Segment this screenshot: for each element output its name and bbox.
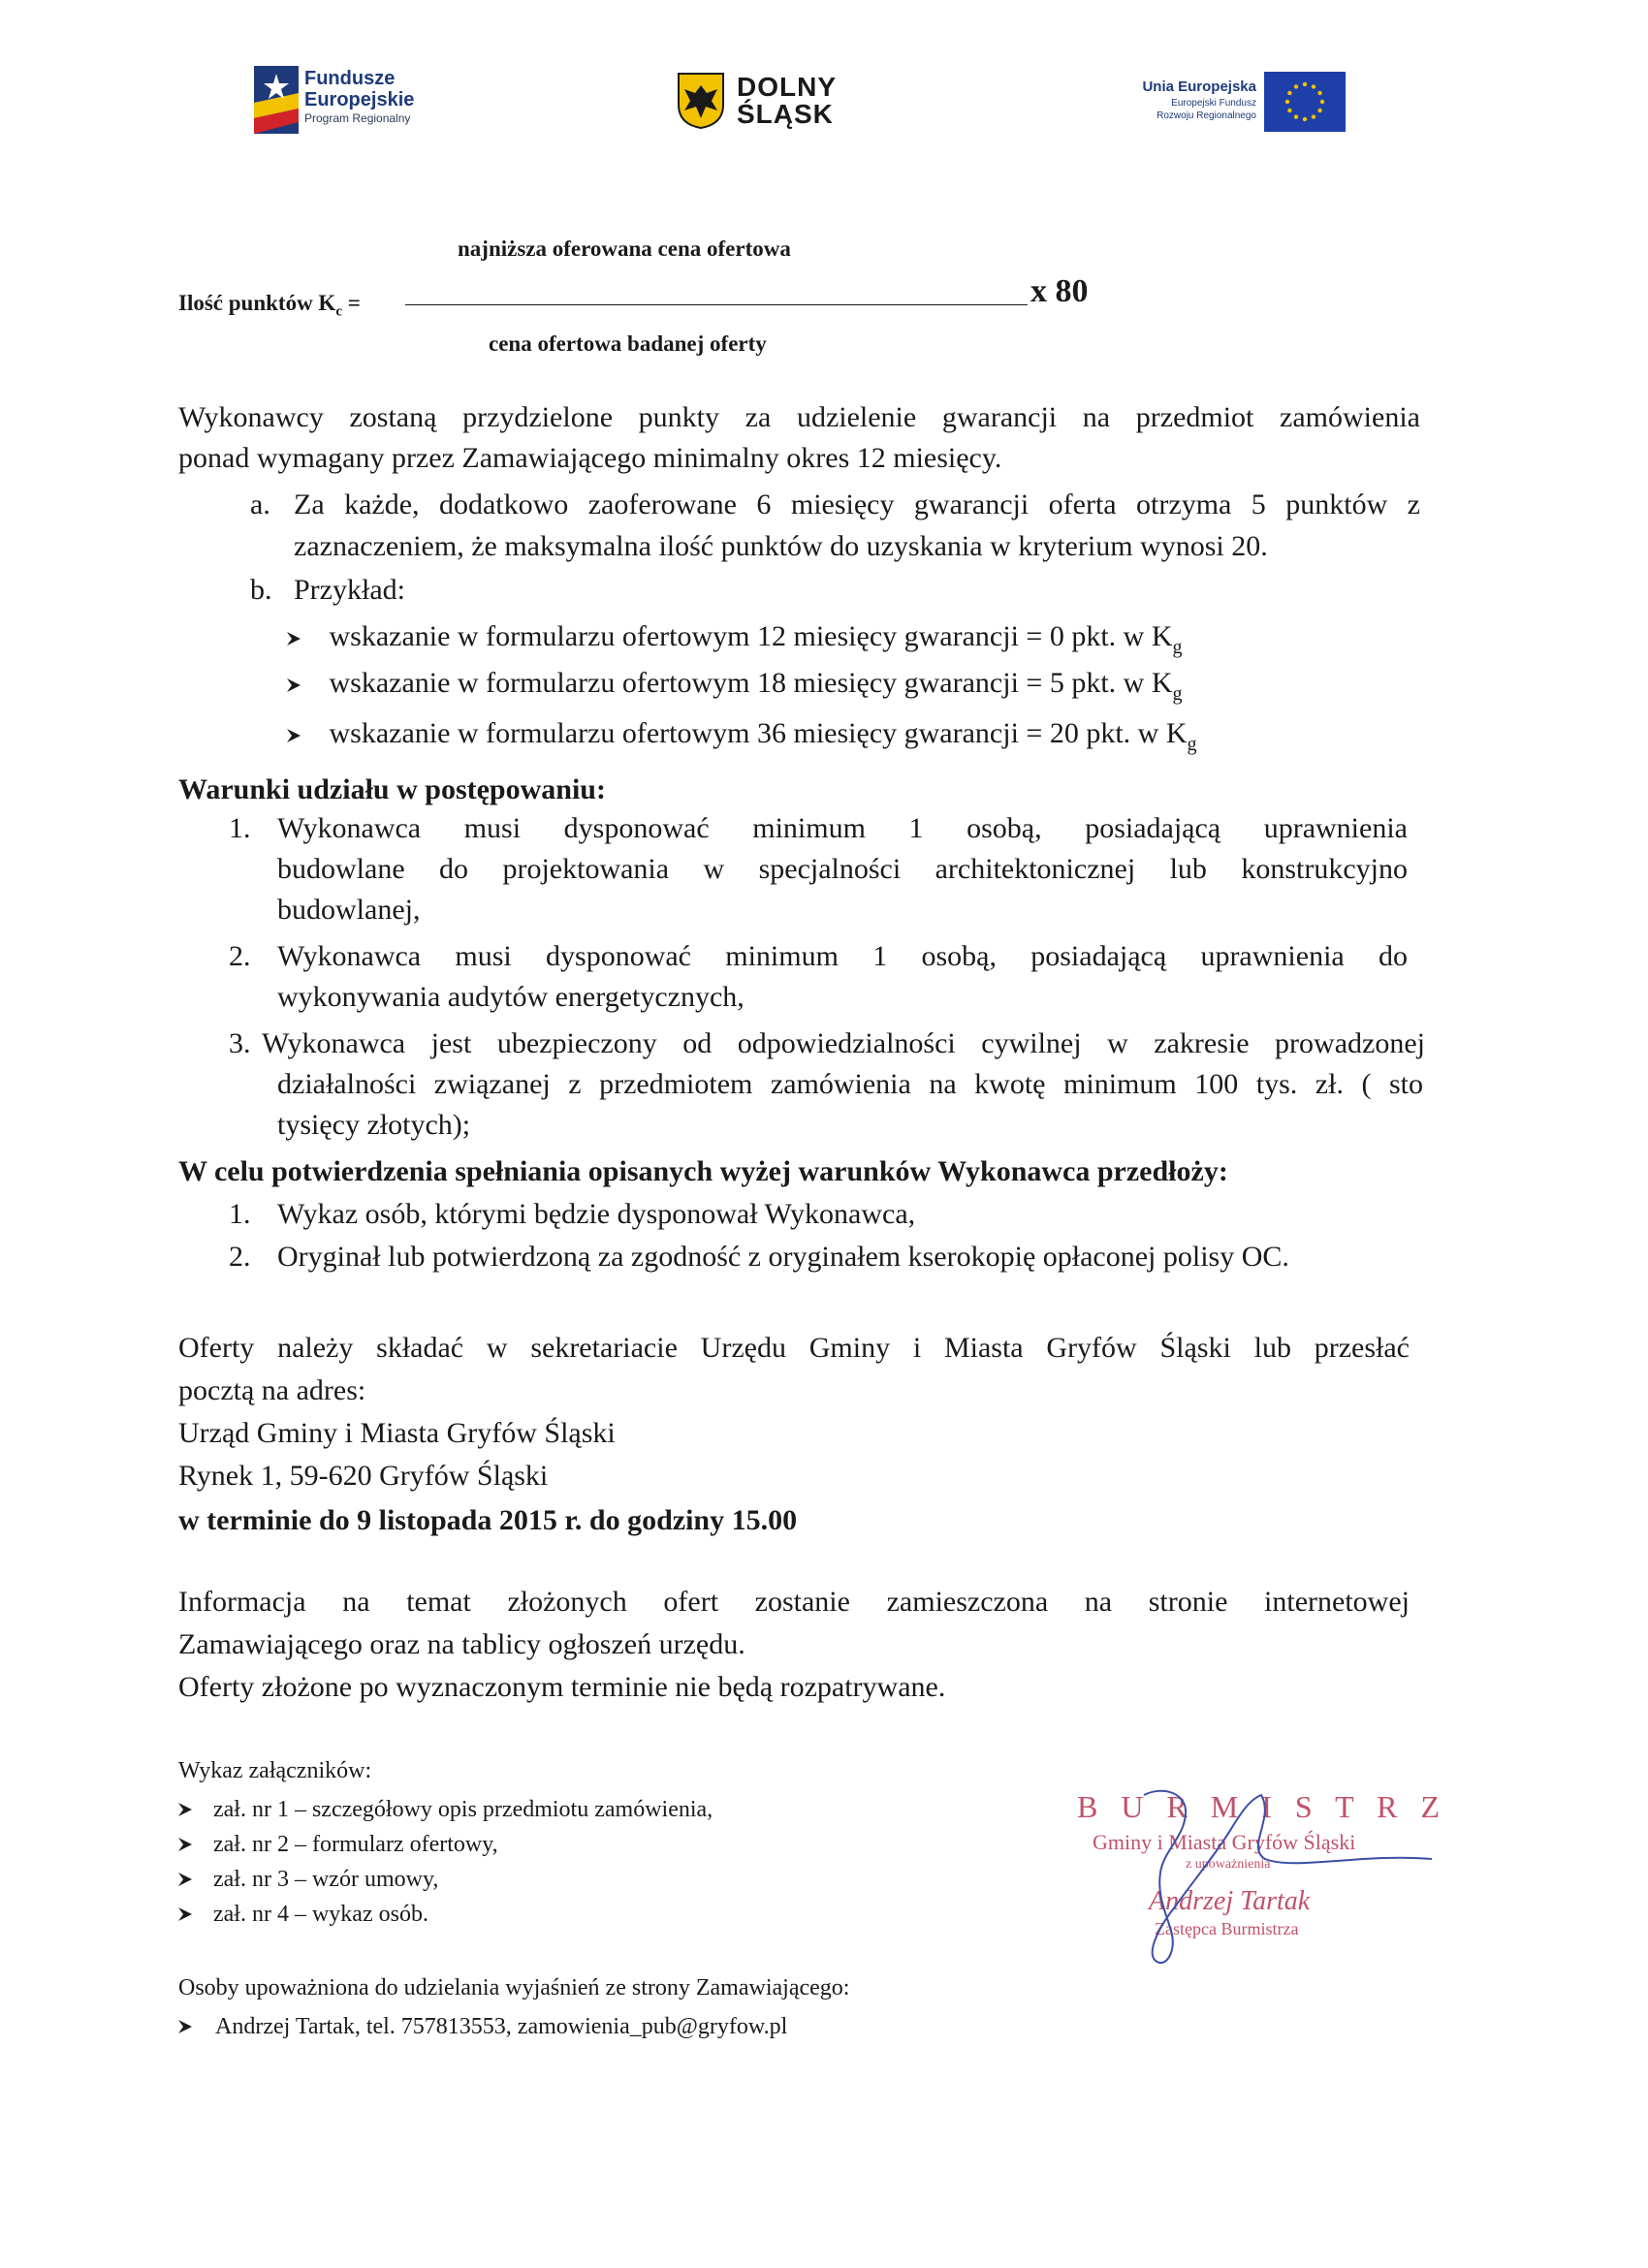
condition-1-line2: budowlane do projektowania w specjalności architektonicznej lub konstrukcyjno — [277, 853, 1408, 885]
guarantee-b-label: Przykład: — [294, 574, 405, 606]
contact-item — [178, 2012, 787, 2041]
condition-3-number: 3. — [229, 1027, 251, 1059]
attachment-item — [178, 1830, 498, 1859]
guarantee-a-line2: zaznaczeniem, że maksymalna ilość punktów do uzyskania w kryterium wynosi 20. — [294, 530, 1268, 562]
conditions-heading: Warunki udziału w postępowaniu: — [178, 773, 606, 805]
mayor-stamp — [1071, 1789, 1459, 1993]
formula-label-text: Ilość punktów K — [178, 291, 336, 315]
condition-1-line3: budowlanej, — [277, 894, 421, 926]
guarantee-a-line1: Za każde, dodatkowo zaoferowane 6 miesięcy gwarancji oferta otrzyma 5 punktów z — [294, 488, 1420, 520]
info-line2: Zamawiającego oraz na tablicy ogłoszeń urzędu. — [178, 1628, 745, 1660]
eu-flag-icon — [1264, 72, 1346, 132]
guarantee-intro-line2: ponad wymagany przez Zamawiającego minimalny okres 12 miesięcy. — [178, 442, 1002, 474]
offers-line1: Oferty należy składać w sekretariacie Urzędu Gminy i Miasta Gryfów Śląski lub przesłać — [178, 1332, 1410, 1364]
stamp-line3: z upoważnienia — [1186, 1857, 1271, 1872]
attachment-item — [178, 1865, 438, 1894]
stamp-title: B U R M I S T R Z — [1077, 1789, 1447, 1824]
offers-line2: pocztą na adres: — [178, 1374, 366, 1406]
formula-numerator: najniższa oferowana cena ofertowa — [458, 236, 791, 261]
guarantee-intro-line1: Wykonawcy zostaną przydzielone punkty za udzielenie gwarancji na przedmiot zamówienia — [178, 401, 1420, 433]
example-item — [287, 667, 1183, 710]
attachment-text: zał. nr 3 – wzór umowy, — [213, 1867, 439, 1892]
guarantee-a-marker: a. — [250, 488, 270, 520]
condition-3-line3: tysięcy złotych); — [277, 1109, 471, 1141]
arrow-bullet-icon — [287, 678, 301, 692]
example-text: wskazanie w formularzu ofertowym 36 miesięcy gwarancji = 20 pkt. w K — [329, 717, 1188, 749]
offers-deadline: w terminie do 9 listopada 2015 r. do godziny 15.00 — [178, 1504, 798, 1536]
arrow-bullet-icon — [178, 1803, 192, 1816]
confirm-1-text: Wykaz osób, którymi będzie dysponował Wykonawca, — [277, 1198, 916, 1230]
offers-address-line1: Urząd Gminy i Miasta Gryfów Śląski — [178, 1417, 616, 1449]
example-item — [287, 717, 1197, 761]
attachment-text: zał. nr 4 – wykaz osób. — [213, 1902, 428, 1927]
stamp-name: Andrzej Tartak — [1149, 1886, 1311, 1916]
attachment-item — [178, 1900, 428, 1929]
example-sub: g — [1187, 734, 1197, 755]
formula-multiplier: x 80 — [1030, 273, 1089, 309]
fe-star-icon — [254, 66, 299, 134]
example-item — [287, 620, 1183, 664]
condition-3-line2: działalności związanej z przedmiotem zamówienia na kwotę minimum 100 tys. zł. ( sto — [277, 1068, 1423, 1100]
guarantee-b-marker: b. — [250, 574, 272, 606]
example-text: wskazanie w formularzu ofertowym 12 miesięcy gwarancji = 0 pkt. w K — [329, 620, 1173, 652]
condition-2-line1: Wykonawca musi dysponować minimum 1 osobą, posiadającą uprawnienia do — [277, 940, 1408, 972]
formula-denominator: cena ofertowa badanej oferty — [489, 331, 767, 356]
example-sub: g — [1172, 637, 1183, 658]
confirm-2-number: 2. — [229, 1241, 251, 1273]
contact-heading: Osoby upoważniona do udzielania wyjaśnień ze strony Zamawiającego: — [178, 1975, 850, 2000]
arrow-bullet-icon — [178, 1838, 192, 1851]
attachment-text: zał. nr 1 – szczegółowy opis przedmiotu zamówienia, — [213, 1797, 713, 1822]
fe-line2: Europejskie — [304, 89, 415, 110]
arrow-bullet-icon — [178, 1873, 192, 1886]
formula-equals: = — [347, 291, 361, 315]
ue-line1: Unia Europejska — [1142, 79, 1256, 95]
attachment-text: zał. nr 2 – formularz ofertowy, — [213, 1832, 498, 1857]
arrow-bullet-icon — [287, 729, 301, 742]
condition-1-line1: Wykonawca musi dysponować minimum 1 osobą, posiadającą uprawnienia — [277, 812, 1408, 844]
stamp-line2: Gminy i Miasta Gryfów Śląski — [1093, 1830, 1356, 1854]
example-text: wskazanie w formularzu ofertowym 18 miesięcy gwarancji = 5 pkt. w K — [329, 667, 1173, 699]
handwritten-signature — [1071, 1789, 1459, 1993]
formula-label — [178, 291, 361, 321]
confirm-1-number: 1. — [229, 1198, 251, 1230]
fundusze-europejskie-logo — [254, 64, 487, 142]
dolny-slask-logo — [677, 72, 861, 140]
confirm-heading: W celu potwierdzenia spełniania opisanych wyżej warunków Wykonawca przedłoży: — [178, 1155, 1228, 1187]
ue-line3: Rozwoju Regionalnego — [1157, 110, 1256, 121]
condition-2-number: 2. — [229, 940, 251, 972]
contact-text: Andrzej Tartak, tel. 757813553, zamowienia_pub@gryfow.pl — [215, 2014, 788, 2039]
condition-1-number: 1. — [229, 812, 251, 844]
offers-address-line2: Rynek 1, 59-620 Gryfów Śląski — [178, 1460, 549, 1492]
arrow-bullet-icon — [178, 2020, 192, 2033]
formula-label-sub: c — [335, 303, 342, 320]
example-sub: g — [1172, 683, 1183, 705]
unia-europejska-logo — [1084, 72, 1346, 136]
stamp-role: Zastępca Burmistrza — [1155, 1919, 1299, 1938]
condition-2-line2: wykonywania audytów energetycznych, — [277, 981, 745, 1013]
arrow-bullet-icon — [287, 632, 301, 646]
ds-line2: ŚLĄSK — [737, 99, 834, 129]
fe-line3: Program Regionalny — [304, 111, 411, 125]
formula-fraction-line — [405, 304, 1028, 305]
confirm-2-text: Oryginał lub potwierdzoną za zgodność z oryginałem kserokopię opłaconej polisy OC. — [277, 1241, 1289, 1273]
fe-line1: Fundusze — [304, 68, 396, 89]
info-line1: Informacja na temat złożonych ofert zostanie zamieszczona na stronie internetowej — [178, 1586, 1410, 1618]
ue-line2: Europejski Fundusz — [1171, 98, 1256, 109]
attachments-heading: Wykaz załączników: — [178, 1758, 372, 1783]
info-line3: Oferty złożone po wyznaczonym terminie nie będą rozpatrywane. — [178, 1671, 946, 1703]
arrow-bullet-icon — [178, 1907, 192, 1921]
eagle-shield-icon — [677, 72, 725, 130]
attachment-item — [178, 1795, 713, 1824]
ds-line1: DOLNY — [737, 72, 837, 102]
condition-3-line1: Wykonawca jest ubezpieczony od odpowiedzialności cywilnej w zakresie prowadzonej — [262, 1027, 1425, 1059]
